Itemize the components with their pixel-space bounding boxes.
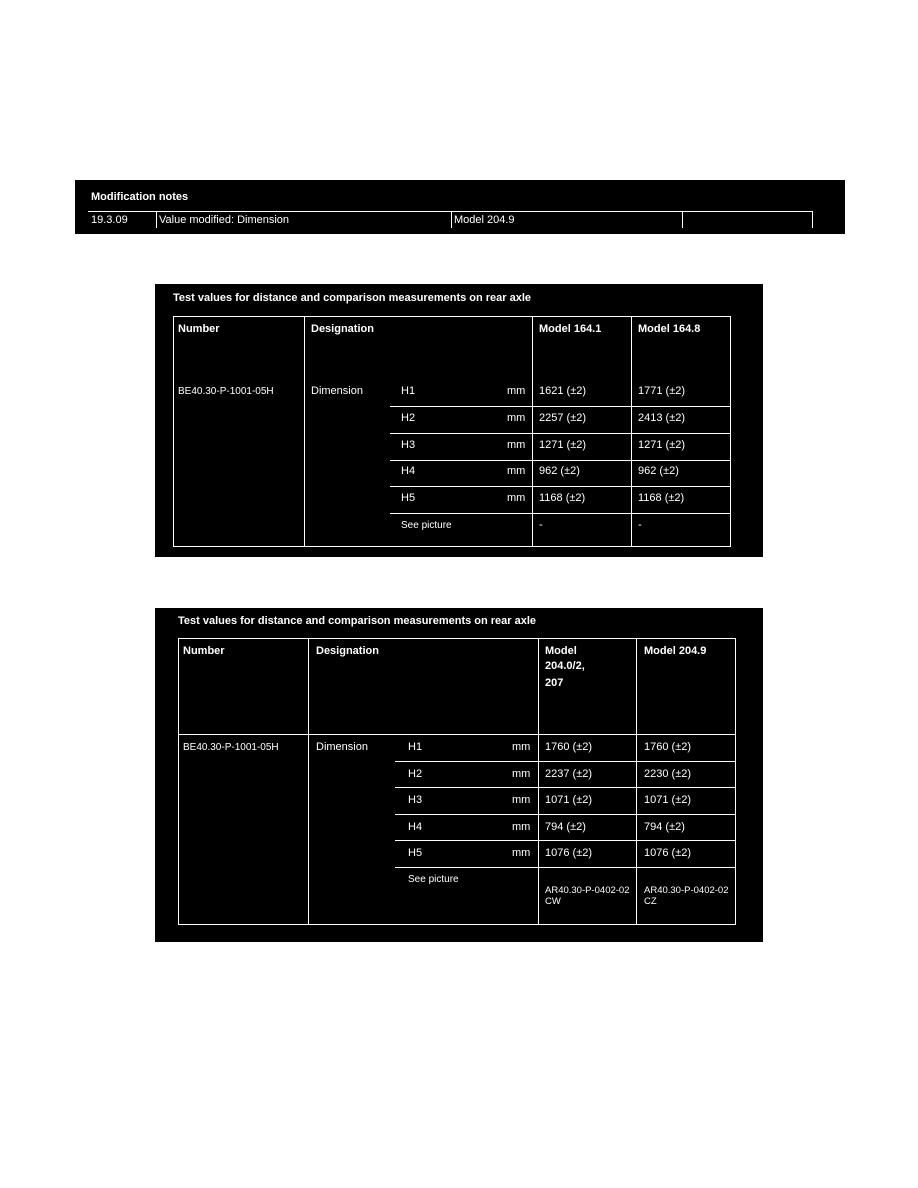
header-model-204-line3: 207 [545, 677, 564, 689]
row-unit: mm [512, 821, 531, 833]
row-value-b: 1760 (±2) [644, 741, 692, 753]
header-designation: Designation [316, 645, 379, 657]
row-value-a: AR40.30-P-0402-02 CW [545, 885, 630, 907]
row-label: See picture [401, 520, 452, 531]
row-value-a: 2237 (±2) [545, 768, 593, 780]
row-label: See picture [408, 874, 459, 885]
row-unit: mm [512, 768, 531, 780]
header-model-204-9: Model 204.9 [644, 645, 707, 657]
header-model-164-8: Model 164.8 [638, 323, 701, 335]
row-value-a: 1621 (±2) [539, 385, 587, 397]
modification-notes-panel [75, 180, 845, 234]
modification-date: 19.3.09 [91, 214, 128, 226]
row-unit: mm [507, 412, 526, 424]
header-designation: Designation [311, 323, 374, 335]
row-value-b: 1771 (±2) [638, 385, 686, 397]
table-title: Test values for distance and comparison measurements on rear axle [178, 615, 537, 627]
test-values-table-2 [155, 608, 763, 942]
part-number: BE40.30-P-1001-05H [178, 386, 274, 397]
row-label: H1 [401, 385, 416, 397]
row-label: H3 [408, 794, 423, 806]
designation-value: Dimension [311, 385, 363, 397]
row-value-b: - [638, 519, 642, 531]
row-label: H4 [408, 821, 423, 833]
part-number: BE40.30-P-1001-05H [183, 742, 279, 753]
row-value-b: 2230 (±2) [644, 768, 692, 780]
row-value-a: - [539, 519, 543, 531]
row-value-b: 2413 (±2) [638, 412, 686, 424]
row-label: H3 [401, 439, 416, 451]
row-label: H1 [408, 741, 423, 753]
header-model-204-line2: 204.0/2, [545, 660, 585, 672]
row-unit: mm [512, 847, 531, 859]
row-label: H2 [408, 768, 423, 780]
row-value-b: 1076 (±2) [644, 847, 692, 859]
row-value-b: 794 (±2) [644, 821, 685, 833]
row-value-a: 1071 (±2) [545, 794, 593, 806]
header-model-204-line1: Model [545, 645, 577, 657]
table-title: Test values for distance and comparison measurements on rear axle [173, 292, 532, 304]
row-value-a: 794 (±2) [545, 821, 586, 833]
row-unit: mm [507, 492, 526, 504]
test-values-table-1 [155, 284, 763, 557]
row-value-a: 1760 (±2) [545, 741, 593, 753]
header-number: Number [183, 645, 225, 657]
designation-value: Dimension [316, 741, 368, 753]
row-value-b: 1271 (±2) [638, 439, 686, 451]
row-unit: mm [507, 385, 526, 397]
row-value-b: AR40.30-P-0402-02 CZ [644, 885, 729, 907]
row-label: H4 [401, 465, 416, 477]
row-value-b: 1168 (±2) [638, 492, 685, 504]
row-unit: mm [507, 439, 526, 451]
row-label: H5 [401, 492, 416, 504]
header-number: Number [178, 323, 220, 335]
row-unit: mm [512, 794, 531, 806]
row-value-b: 1071 (±2) [644, 794, 692, 806]
modification-change: Value modified: Dimension [159, 214, 290, 226]
row-value-a: 1076 (±2) [545, 847, 593, 859]
row-unit: mm [507, 465, 526, 477]
row-value-a: 962 (±2) [539, 465, 580, 477]
modification-notes-title: Modification notes [91, 191, 189, 203]
modification-model: Model 204.9 [454, 214, 515, 226]
header-model-164-1: Model 164.1 [539, 323, 602, 335]
row-value-b: 962 (±2) [638, 465, 679, 477]
row-value-a: 1168 (±2) [539, 492, 586, 504]
row-label: H5 [408, 847, 423, 859]
row-unit: mm [512, 741, 531, 753]
row-value-a: 2257 (±2) [539, 412, 587, 424]
row-value-a: 1271 (±2) [539, 439, 587, 451]
row-label: H2 [401, 412, 416, 424]
